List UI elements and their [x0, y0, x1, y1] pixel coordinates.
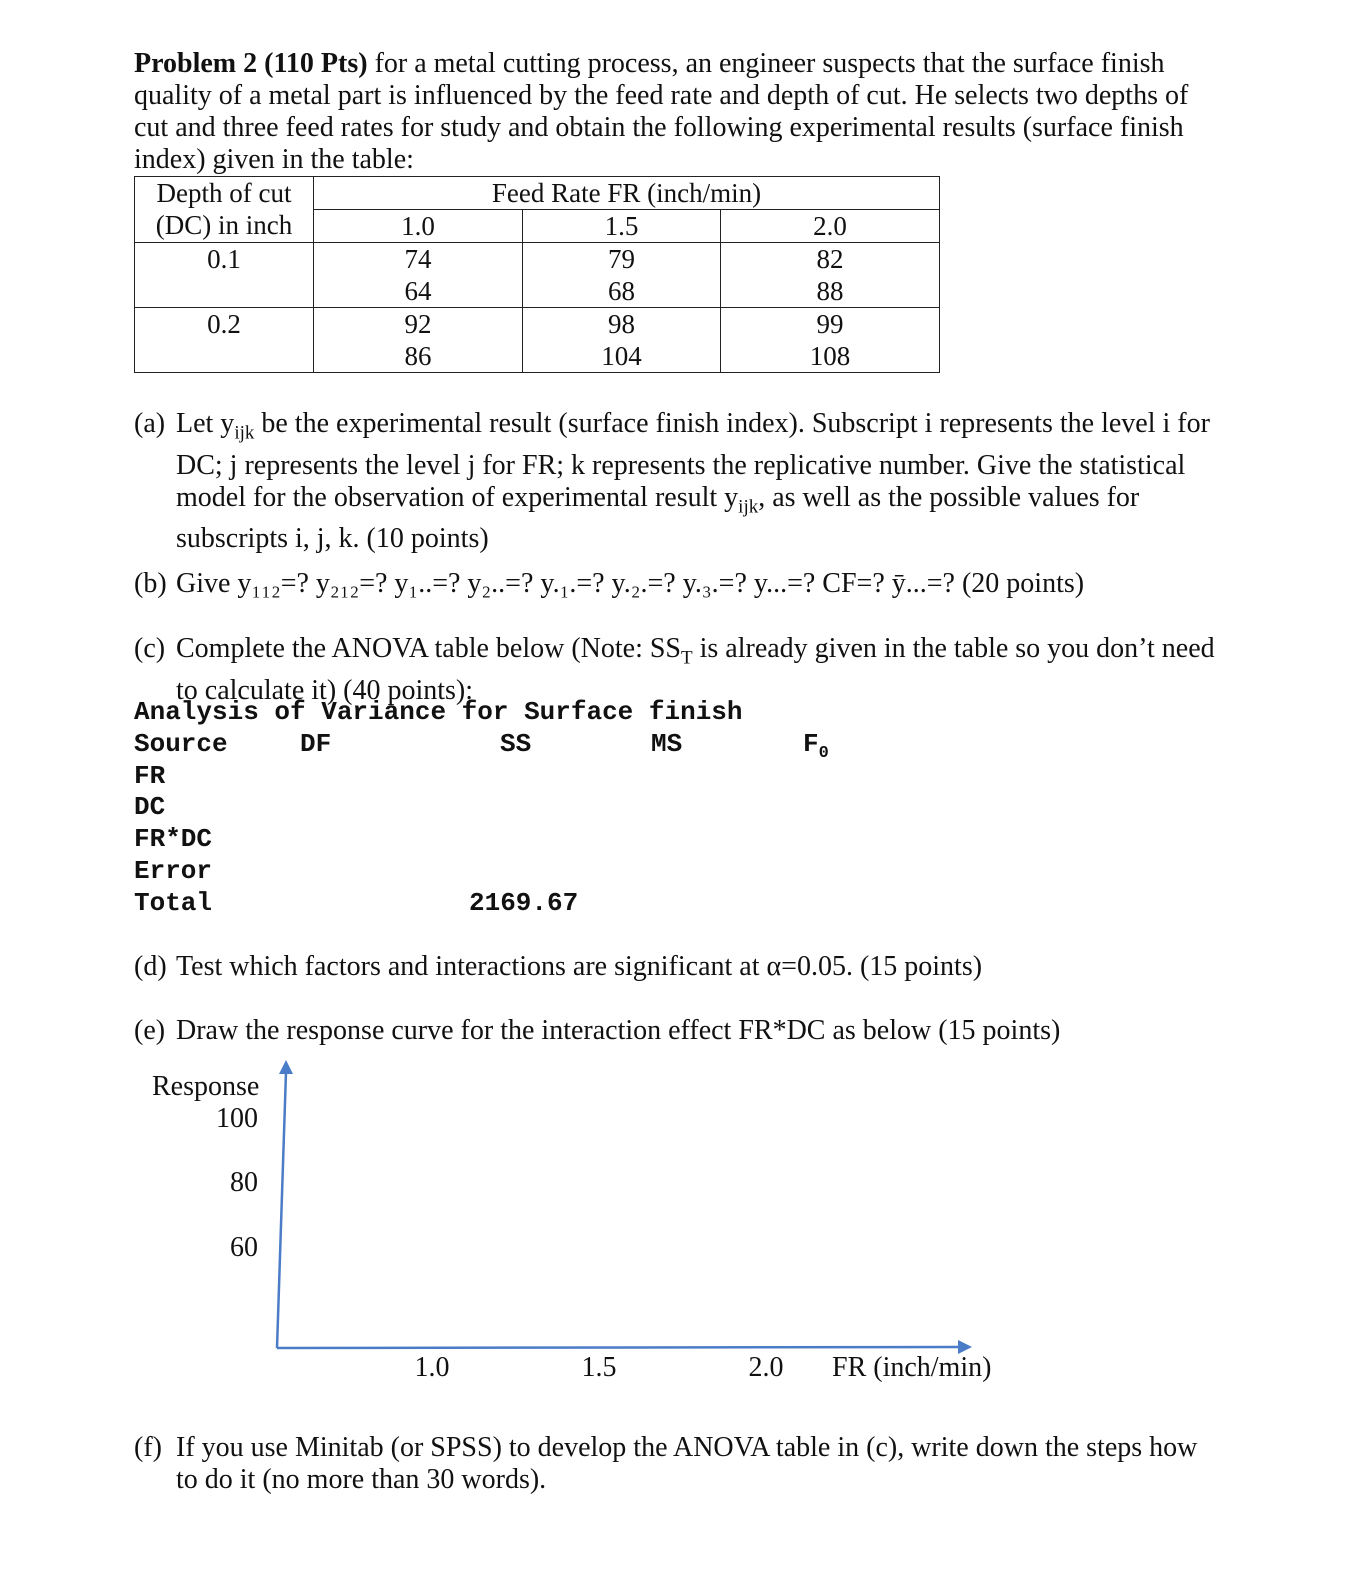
y-axis-arrowhead — [279, 1060, 293, 1074]
cell-value: 92 — [404, 309, 432, 339]
dc-level-1: 0.1 — [135, 243, 314, 308]
cell-value: 74 — [404, 244, 432, 274]
part-c-line1-rest: is already given in the table so you don’t need — [692, 633, 1215, 664]
y-tick-label: 80 — [230, 1167, 258, 1198]
anova-title: Analysis of Variance for Surface finish — [134, 697, 743, 727]
anova-header-ss: SS — [500, 729, 532, 759]
part-c-line1: Complete the ANOVA table below (Note: SS — [176, 633, 681, 664]
anova-source-error: Error — [134, 856, 213, 886]
intro-line-4: index) given in the table: — [134, 144, 414, 175]
dc-header-line2: (DC) in inch — [155, 210, 293, 240]
x-axis-line — [277, 1347, 958, 1348]
anova-source-dc: DC — [134, 792, 166, 822]
anova-header-source: Source — [134, 729, 228, 759]
part-a-line1-rest: be the experimental result (surface finish index). Subscript i represents the level i for — [254, 408, 1210, 439]
part-d-text: Test which factors and interactions are significant at α=0.05. (15 points) — [176, 951, 983, 982]
part-b-label: (b) — [134, 568, 167, 599]
cell-value: 88 — [816, 276, 844, 306]
dc-header-line1: Depth of cut — [156, 178, 292, 208]
fr-level-1: 1.0 — [314, 210, 523, 243]
dc-level-2: 0.2 — [135, 308, 314, 373]
part-e-label: (e) — [134, 1015, 166, 1046]
x-tick-label: 2.0 — [748, 1352, 784, 1383]
subscript: 0 — [818, 744, 829, 764]
cell-value: 79 — [608, 244, 635, 274]
subscript: ijk — [234, 422, 255, 444]
subscript: T — [681, 647, 693, 669]
fr-level-2: 1.5 — [523, 210, 721, 243]
y-axis-line — [277, 1072, 286, 1348]
anova-source-fr: FR — [134, 761, 166, 791]
cell-value: 104 — [601, 341, 642, 371]
intro-line-2: quality of a metal part is influenced by the feed rate and depth of cut. He selects two depths of — [134, 80, 1189, 111]
anova-header-df: DF — [300, 729, 332, 759]
part-e-text: Draw the response curve for the interaction effect FR*DC as below (15 points) — [176, 1015, 1061, 1046]
x-tick-label: 1.5 — [581, 1352, 617, 1383]
x-tick-label: 1.0 — [414, 1352, 450, 1383]
subscript: ijk — [738, 496, 759, 518]
part-a-line4: subscripts i, j, k. (10 points) — [176, 523, 489, 555]
part-c-label: (c) — [134, 633, 166, 664]
anova-header-ms: MS — [651, 729, 683, 759]
intro-line-3: cut and three feed rates for study and obtain the following experimental results (surface finish — [134, 112, 1184, 143]
part-a-label: (a) — [134, 408, 166, 439]
y-tick-label: 100 — [216, 1103, 258, 1134]
part-a-line3-rest: , as well as the possible values for — [758, 481, 1140, 513]
f0-letter: F — [803, 729, 819, 759]
anova-total-ss: 2169.67 — [469, 888, 579, 918]
y-axis-title: Response — [152, 1071, 260, 1102]
problem-heading: Problem 2 (110 Pts) — [134, 48, 368, 79]
part-f-text — [176, 1432, 1197, 1496]
cell-value: 82 — [816, 244, 844, 274]
cell-value: 98 — [608, 309, 635, 339]
part-f-line1: If you use Minitab (or SPSS) to develop the ANOVA table in (c), write down the steps how — [176, 1432, 1198, 1463]
intro-line-1: for a metal cutting process, an engineer suspects that the surface finish — [367, 48, 1165, 79]
part-a-line3: model for the observation of experimental result y — [176, 481, 739, 513]
part-d-label: (d) — [134, 951, 167, 982]
fr-level-3: 2.0 — [721, 210, 940, 243]
part-c-line2: to calculate it) (40 points): — [176, 674, 474, 706]
cell-value: 86 — [404, 341, 432, 371]
cell-value: 99 — [816, 309, 844, 339]
part-a-line1: Let y — [176, 408, 235, 439]
x-axis-title: FR (inch/min) — [832, 1352, 992, 1383]
anova-source-total: Total — [134, 888, 213, 918]
cell-value: 68 — [608, 276, 635, 306]
anova-source-frdc: FR*DC — [134, 824, 213, 854]
part-a-line2: DC; j represents the level j for FR; k represents the replicative number. Give the statistical — [176, 449, 1186, 481]
part-b-text: Give y₁₁₂=? y₂₁₂=? y₁..=? y₂..=? y.₁.=? y.₂.=? y.₃.=? y...=? CF=? ȳ...=? (20 points) — [176, 568, 1085, 599]
part-f-label: (f) — [134, 1432, 162, 1463]
part-f-line2: to do it (no more than 30 words). — [176, 1464, 547, 1495]
cell-value: 108 — [809, 341, 851, 371]
cell-value: 64 — [404, 276, 432, 306]
y-tick-label: 60 — [230, 1232, 258, 1263]
fr-header-cell: Feed Rate FR (inch/min) — [314, 177, 940, 210]
